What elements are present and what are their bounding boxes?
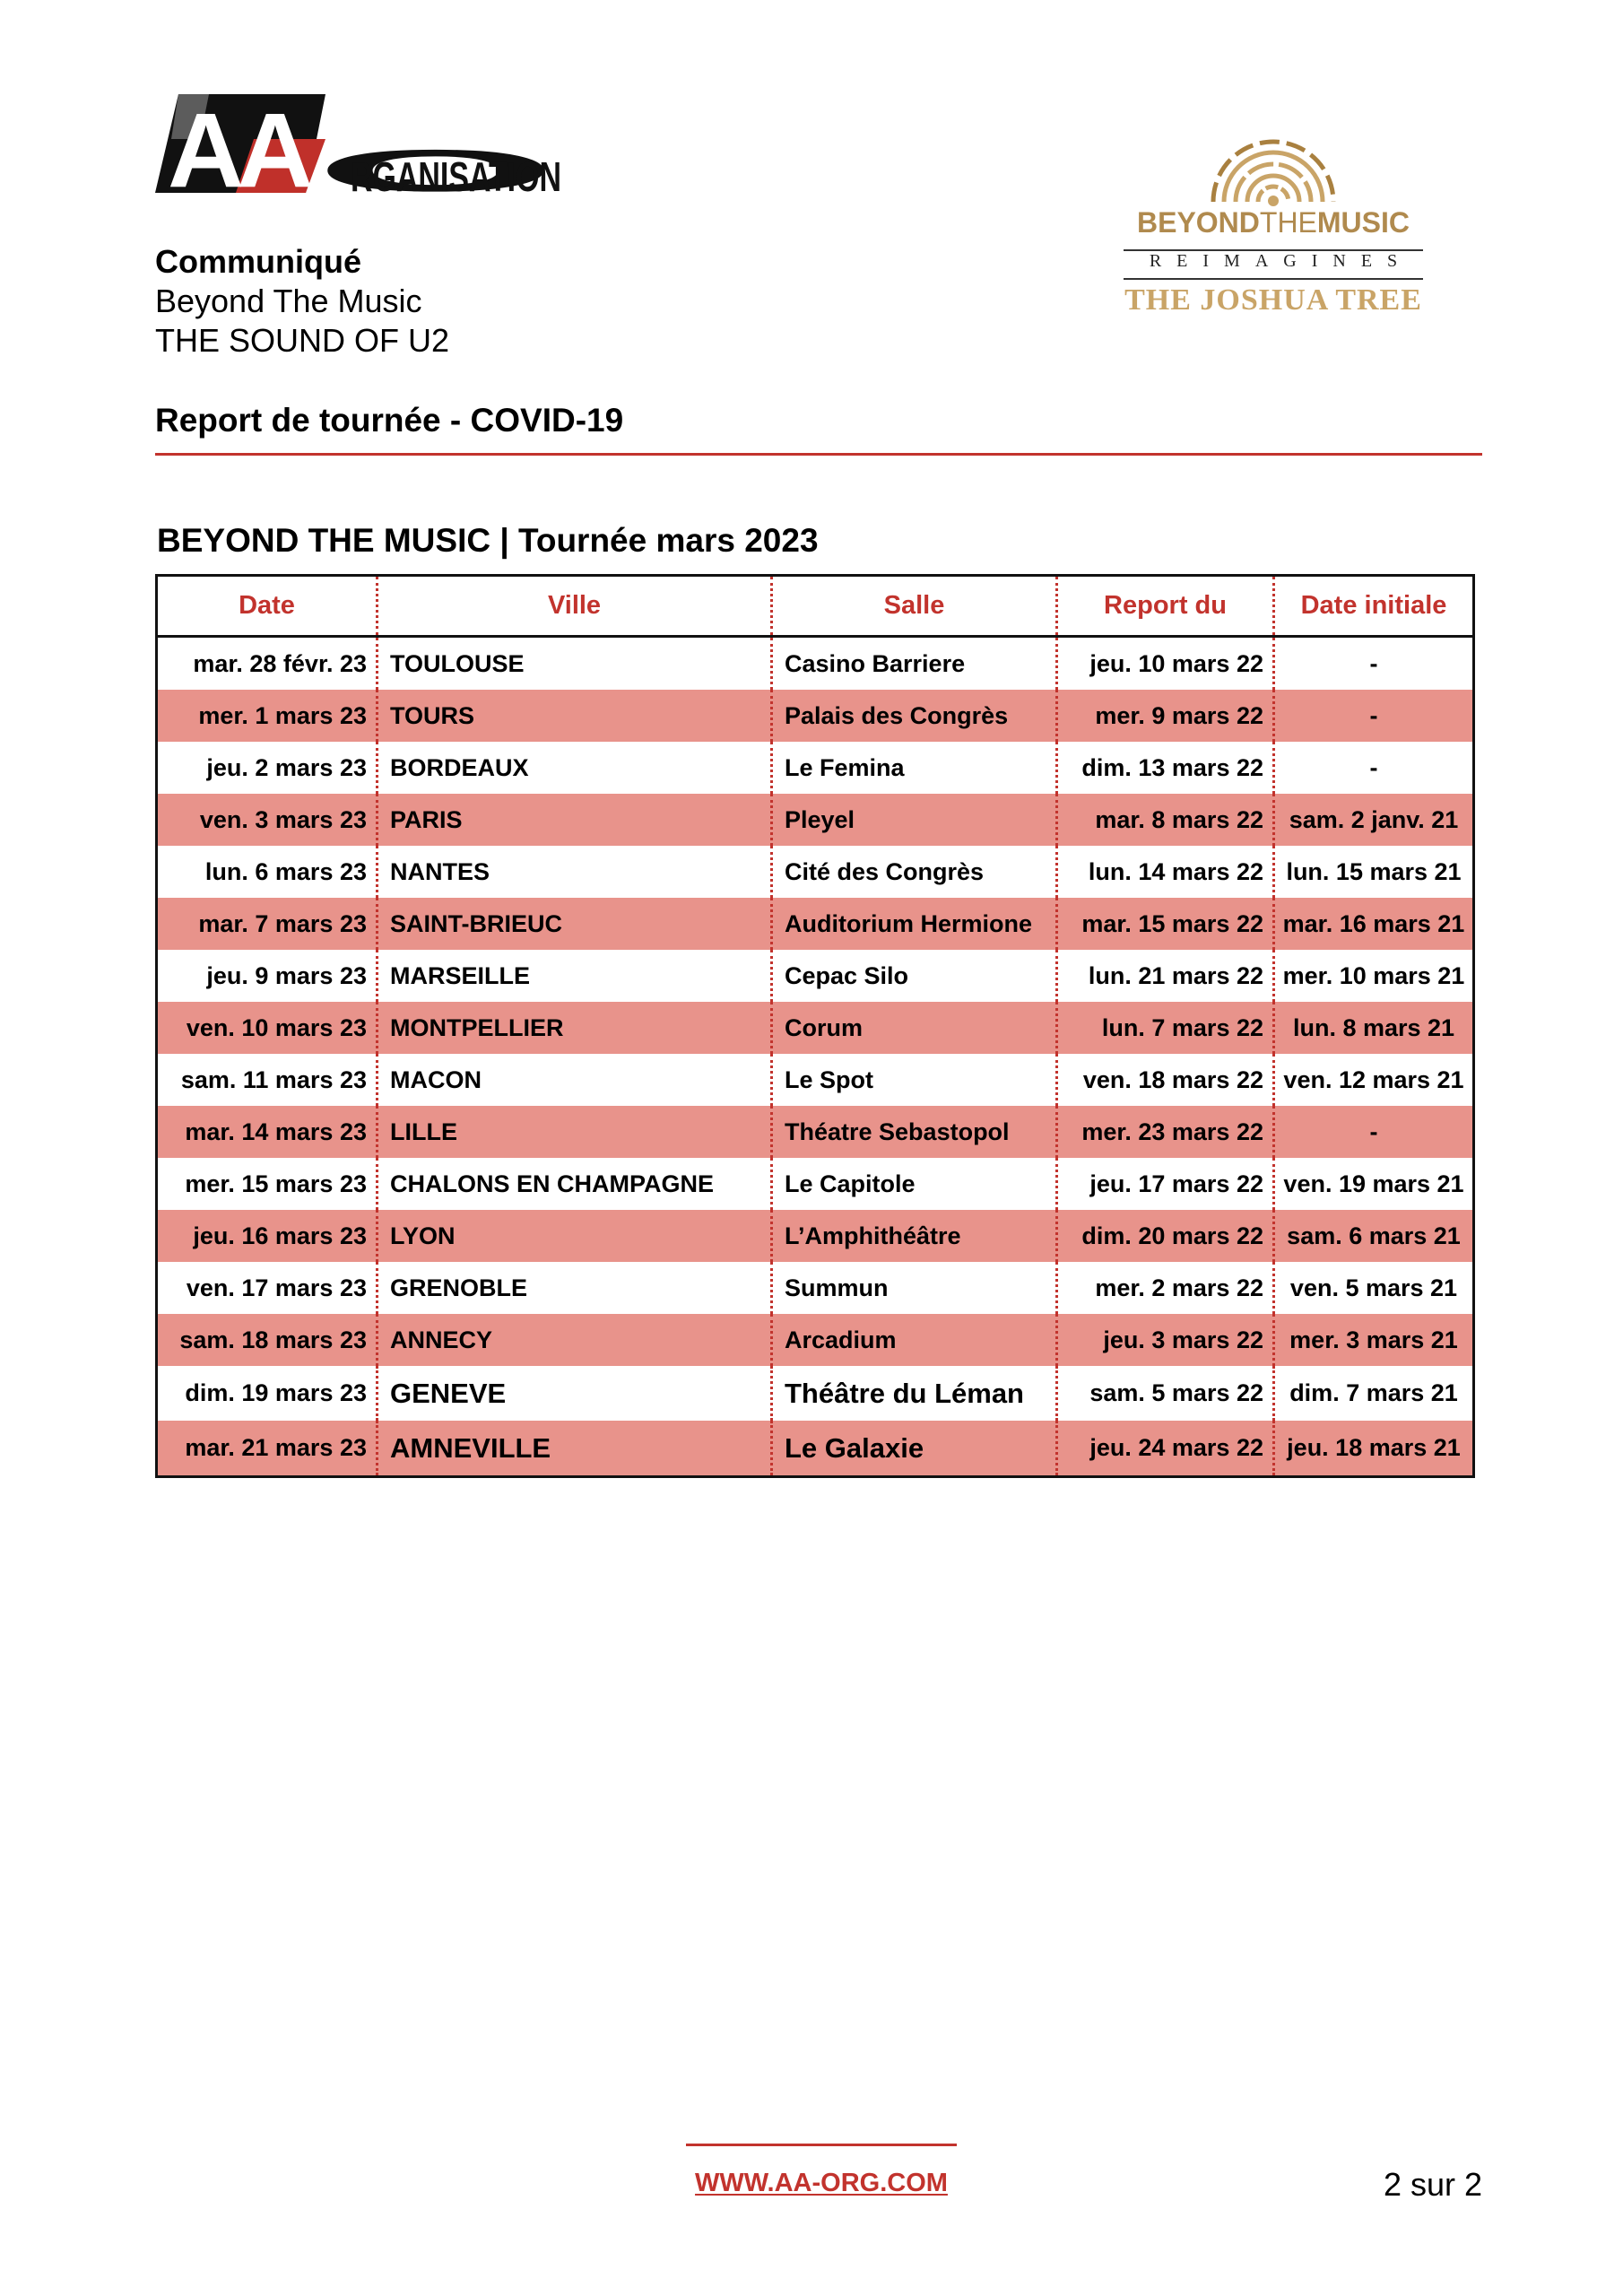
footer-divider <box>686 2144 957 2146</box>
tour-table <box>155 574 1475 1478</box>
cell-salle: Pleyel <box>770 794 1055 846</box>
cell-date-initiale: dim. 7 mars 21 <box>1272 1366 1472 1421</box>
website-link[interactable]: WWW.AA-ORG.COM <box>695 2169 948 2197</box>
cell-ville: GENEVE <box>376 1366 770 1421</box>
cell-salle: Théâtre du Léman <box>770 1366 1055 1421</box>
table-header-row <box>158 577 1472 638</box>
cell-date-initiale: - <box>1272 1106 1472 1158</box>
cell-salle: Cepac Silo <box>770 950 1055 1002</box>
logo-line-reimagines: REIMAGINES <box>1149 251 1413 271</box>
cell-date: dim. 19 mars 23 <box>185 1379 367 1406</box>
cell-date: mer. 1 mars 23 <box>198 701 367 729</box>
cell-date: mar. 7 mars 23 <box>198 909 367 937</box>
table-row <box>158 794 1472 846</box>
cell-date: jeu. 16 mars 23 <box>193 1222 367 1249</box>
cell-date: mer. 15 mars 23 <box>185 1170 367 1197</box>
cell-report-du: lun. 7 mars 22 <box>1055 1002 1272 1054</box>
cell-date: mar. 28 févr. 23 <box>193 649 367 677</box>
cell-report-du: lun. 21 mars 22 <box>1055 950 1272 1002</box>
cell-report-du: mer. 2 mars 22 <box>1055 1262 1272 1314</box>
cell-date: jeu. 9 mars 23 <box>206 961 367 989</box>
cell-report-du: dim. 20 mars 22 <box>1055 1210 1272 1262</box>
table-row <box>158 1106 1472 1158</box>
cell-salle: L’Amphithéâtre <box>770 1210 1055 1262</box>
cell-ville: MACON <box>376 1054 770 1106</box>
cell-date-initiale: - <box>1272 742 1472 794</box>
cell-date-initiale: lun. 15 mars 21 <box>1272 846 1472 898</box>
logo-line-joshua-tree: THE JOSHUA TREE <box>1124 283 1422 317</box>
column-header-report: Report du <box>1055 577 1272 635</box>
cell-date-initiale: ven. 12 mars 21 <box>1272 1054 1472 1106</box>
cell-ville: SAINT-BRIEUC <box>376 898 770 950</box>
cell-salle: Le Femina <box>770 742 1055 794</box>
cell-date-initiale: - <box>1272 638 1472 690</box>
cell-date-initiale: - <box>1272 690 1472 742</box>
cell-date: jeu. 2 mars 23 <box>206 753 367 781</box>
cell-date-initiale: sam. 2 janv. 21 <box>1272 794 1472 846</box>
table-row <box>158 1314 1472 1366</box>
column-header-ville: Ville <box>376 577 770 635</box>
cell-ville: LYON <box>376 1210 770 1262</box>
page-number: 2 sur 2 <box>1383 2166 1482 2203</box>
cell-ville: PARIS <box>376 794 770 846</box>
table-row <box>158 898 1472 950</box>
header-line-2: THE SOUND OF U2 <box>155 322 450 359</box>
cell-salle: Le Capitole <box>770 1158 1055 1210</box>
cell-ville: GRENOBLE <box>376 1262 770 1314</box>
cell-ville: AMNEVILLE <box>376 1421 770 1475</box>
table-body <box>158 638 1472 1475</box>
column-header-salle: Salle <box>770 577 1055 635</box>
table-title: BEYOND THE MUSIC | Tournée mars 2023 <box>157 522 819 559</box>
beyond-the-music-logo <box>1116 117 1430 323</box>
cell-report-du: dim. 13 mars 22 <box>1055 742 1272 794</box>
cell-report-du: jeu. 17 mars 22 <box>1055 1158 1272 1210</box>
cell-salle: Cité des Congrès <box>770 846 1055 898</box>
communique-header <box>155 242 449 361</box>
logo-rule-bottom <box>1124 278 1423 280</box>
table-row <box>158 950 1472 1002</box>
svg-text:RGANISATION: RGANISATION <box>351 153 561 200</box>
cell-report-du: jeu. 24 mars 22 <box>1055 1421 1272 1475</box>
sound-wave-arcs-icon <box>1206 117 1341 206</box>
cell-ville: ANNECY <box>376 1314 770 1366</box>
cell-date-initiale: ven. 5 mars 21 <box>1272 1262 1472 1314</box>
table-row <box>158 1262 1472 1314</box>
cell-date-initiale: lun. 8 mars 21 <box>1272 1002 1472 1054</box>
cell-salle: Auditorium Hermione <box>770 898 1055 950</box>
table-row <box>158 846 1472 898</box>
cell-ville: CHALONS EN CHAMPAGNE <box>376 1158 770 1210</box>
table-row <box>158 638 1472 690</box>
cell-report-du: ven. 18 mars 22 <box>1055 1054 1272 1106</box>
subject-title: Report de tournée - COVID-19 <box>155 402 624 439</box>
cell-report-du: lun. 14 mars 22 <box>1055 846 1272 898</box>
svg-text:O: O <box>315 137 557 204</box>
cell-report-du: jeu. 3 mars 22 <box>1055 1314 1272 1366</box>
cell-ville: MONTPELLIER <box>376 1002 770 1054</box>
cell-date-initiale: sam. 6 mars 21 <box>1272 1210 1472 1262</box>
aa-organisation-logo <box>155 91 568 210</box>
cell-date: ven. 17 mars 23 <box>186 1274 367 1301</box>
cell-salle: Corum <box>770 1002 1055 1054</box>
cell-salle: Palais des Congrès <box>770 690 1055 742</box>
cell-date: sam. 11 mars 23 <box>180 1065 367 1093</box>
cell-date-initiale: mer. 3 mars 21 <box>1272 1314 1472 1366</box>
cell-date-initiale: mar. 16 mars 21 <box>1272 898 1472 950</box>
cell-salle: Summun <box>770 1262 1055 1314</box>
cell-date: mar. 21 mars 23 <box>185 1434 367 1461</box>
cell-salle: Arcadium <box>770 1314 1055 1366</box>
cell-report-du: sam. 5 mars 22 <box>1055 1366 1272 1421</box>
cell-date: ven. 10 mars 23 <box>186 1013 367 1041</box>
cell-date: mar. 14 mars 23 <box>185 1118 367 1145</box>
table-row <box>158 1002 1472 1054</box>
cell-date: lun. 6 mars 23 <box>204 857 367 885</box>
column-header-date: Date <box>239 591 295 620</box>
cell-date: ven. 3 mars 23 <box>199 805 367 833</box>
cell-report-du: mer. 9 mars 22 <box>1055 690 1272 742</box>
table-row <box>158 1210 1472 1262</box>
cell-ville: TOURS <box>376 690 770 742</box>
cell-salle: Casino Barriere <box>770 638 1055 690</box>
table-row <box>158 742 1472 794</box>
cell-salle: Théatre Sebastopol <box>770 1106 1055 1158</box>
cell-date: sam. 18 mars 23 <box>179 1326 367 1353</box>
cell-report-du: mar. 15 mars 22 <box>1055 898 1272 950</box>
cell-ville: BORDEAUX <box>376 742 770 794</box>
cell-salle: Le Galaxie <box>770 1421 1055 1475</box>
cell-ville: MARSEILLE <box>376 950 770 1002</box>
table-row <box>158 1421 1472 1475</box>
table-row <box>158 690 1472 742</box>
column-header-initiale: Date initiale <box>1272 577 1472 635</box>
svg-text:AA: AA <box>168 91 307 210</box>
header-divider <box>155 453 1482 456</box>
cell-ville: LILLE <box>376 1106 770 1158</box>
table-row <box>158 1054 1472 1106</box>
logo-line-beyond-the-music: BEYONDTHEMUSIC <box>1136 206 1410 239</box>
cell-date-initiale: jeu. 18 mars 21 <box>1272 1421 1472 1475</box>
cell-report-du: jeu. 10 mars 22 <box>1055 638 1272 690</box>
header-line-1: Beyond The Music <box>155 283 422 319</box>
cell-ville: TOULOUSE <box>376 638 770 690</box>
cell-report-du: mar. 8 mars 22 <box>1055 794 1272 846</box>
cell-report-du: mer. 23 mars 22 <box>1055 1106 1272 1158</box>
cell-ville: NANTES <box>376 846 770 898</box>
cell-salle: Le Spot <box>770 1054 1055 1106</box>
table-row <box>158 1366 1472 1421</box>
cell-date-initiale: ven. 19 mars 21 <box>1272 1158 1472 1210</box>
table-row <box>158 1158 1472 1210</box>
cell-date-initiale: mer. 10 mars 21 <box>1272 950 1472 1002</box>
communique-label: Communiqué <box>155 243 361 280</box>
